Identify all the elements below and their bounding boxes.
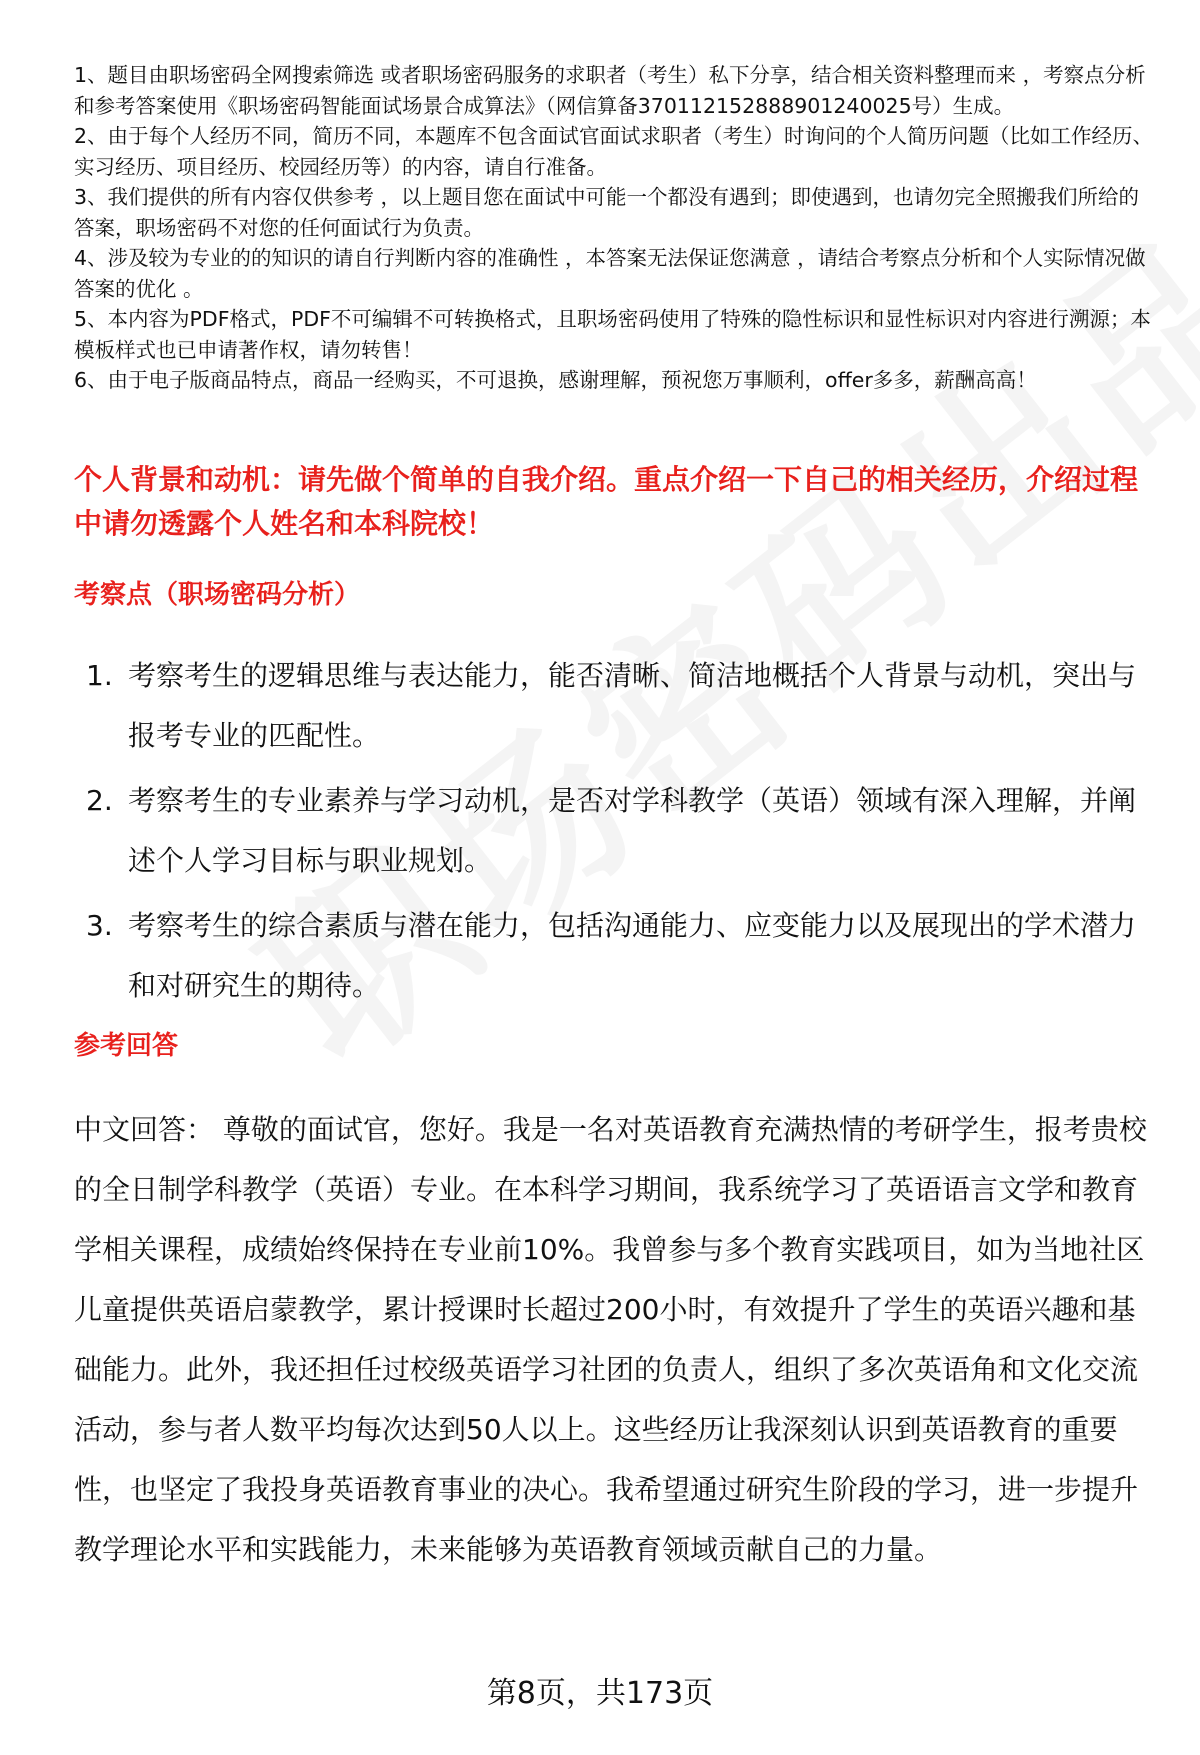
point-text: 考察考生的专业素养与学习动机，是否对学科教学（英语）领域有深入理解，并阐述个人学习目标与职业规划。 — [128, 784, 1137, 877]
question-heading: 个人背景和动机：请先做个简单的自我介绍。重点介绍一下自己的相关经历，介绍过程中请勿透露个人姓名和本科院校！ — [74, 463, 1139, 540]
point-number: 1. — [86, 659, 113, 692]
notice-item: 6、由于电子版商品特点，商品一经购买，不可退换，感谢理解，预祝您万事顺利，offer多多，薪酬高高！ — [74, 368, 1037, 392]
point-number: 3. — [86, 909, 113, 942]
analysis-points — [74, 646, 1154, 1021]
notice-item: 2、由于每个人经历不同，简历不同，本题库不包含面试官面试求职者（考生）时询问的个人简历问题（比如工作经历、实习经历、项目经历、校园经历等）的内容，请自行准备。 — [74, 124, 1154, 179]
notice-item: 1、题目由职场密码全网搜索筛选 或者职场密码服务的求职者（考生）私下分享，结合相关资料整理而来 ，考察点分析和参考答案使用《职场密码智能面试场景合成算法》（网信算备370112152888901240025号）生成。 — [74, 63, 1146, 118]
page-number: 第8页，共173页 — [486, 1676, 714, 1711]
point-text: 考察考生的逻辑思维与表达能力，能否清晰、简洁地概括个人背景与动机，突出与报考专业的匹配性。 — [128, 659, 1137, 752]
notice-item: 5、本内容为PDF格式，PDF不可编辑不可转换格式，且职场密码使用了特殊的隐性标识和显性标识对内容进行溯源；本模板样式也已申请著作权，请勿转售！ — [74, 307, 1151, 362]
analysis-point — [74, 646, 1154, 766]
analysis-point — [74, 771, 1154, 891]
notice-item: 4、涉及较为专业的的知识的请自行判断内容的准确性 ，本答案无法保证您满意 ，请结合考察点分析和个人实际情况做答案的优化 。 — [74, 246, 1146, 301]
analysis-title: 考察点（职场密码分析） — [74, 580, 361, 610]
point-number: 2. — [86, 784, 113, 817]
notice-item: 3、我们提供的所有内容仅供参考 ，以上题目您在面试中可能一个都没有遇到；即使遇到，也请勿完全照搬我们所给的答案，职场密码不对您的任何面试行为负责。 — [74, 185, 1140, 240]
answer-text: 中文回答： 尊敬的面试官，您好。我是一名对英语教育充满热情的考研学生，报考贵校的全日制学科教学（英语）专业。在本科学习期间，我系统学习了英语语言文学和教育学相关课程，成绩始终保持在专业前10%。我曾参与多个教育实践项目，如为当地社区儿童提供英语启蒙教学，累计授课时长超过200小时，有效提升了学生的英语兴趣和基础能力。此外，我还担任过校级英语学习社团的负责人，组织了多次英语角和文化交流活动，参与者人数平均每次达到50人以上。这些经历让我深刻认识到英语教育的重要性，也坚定了我投身英语教育事业的决心。我希望通过研究生阶段的学习，进一步提升教学理论水平和实践能力，未来能够为英语教育领域贡献自己的力量。 — [74, 1113, 1147, 1566]
analysis-point — [74, 896, 1154, 1016]
notice-block — [74, 60, 1154, 396]
answer-title: 参考回答 — [74, 1031, 179, 1061]
point-text: 考察考生的综合素质与潜在能力，包括沟通能力、应变能力以及展现出的学术潜力和对研究生的期待。 — [128, 909, 1137, 1002]
